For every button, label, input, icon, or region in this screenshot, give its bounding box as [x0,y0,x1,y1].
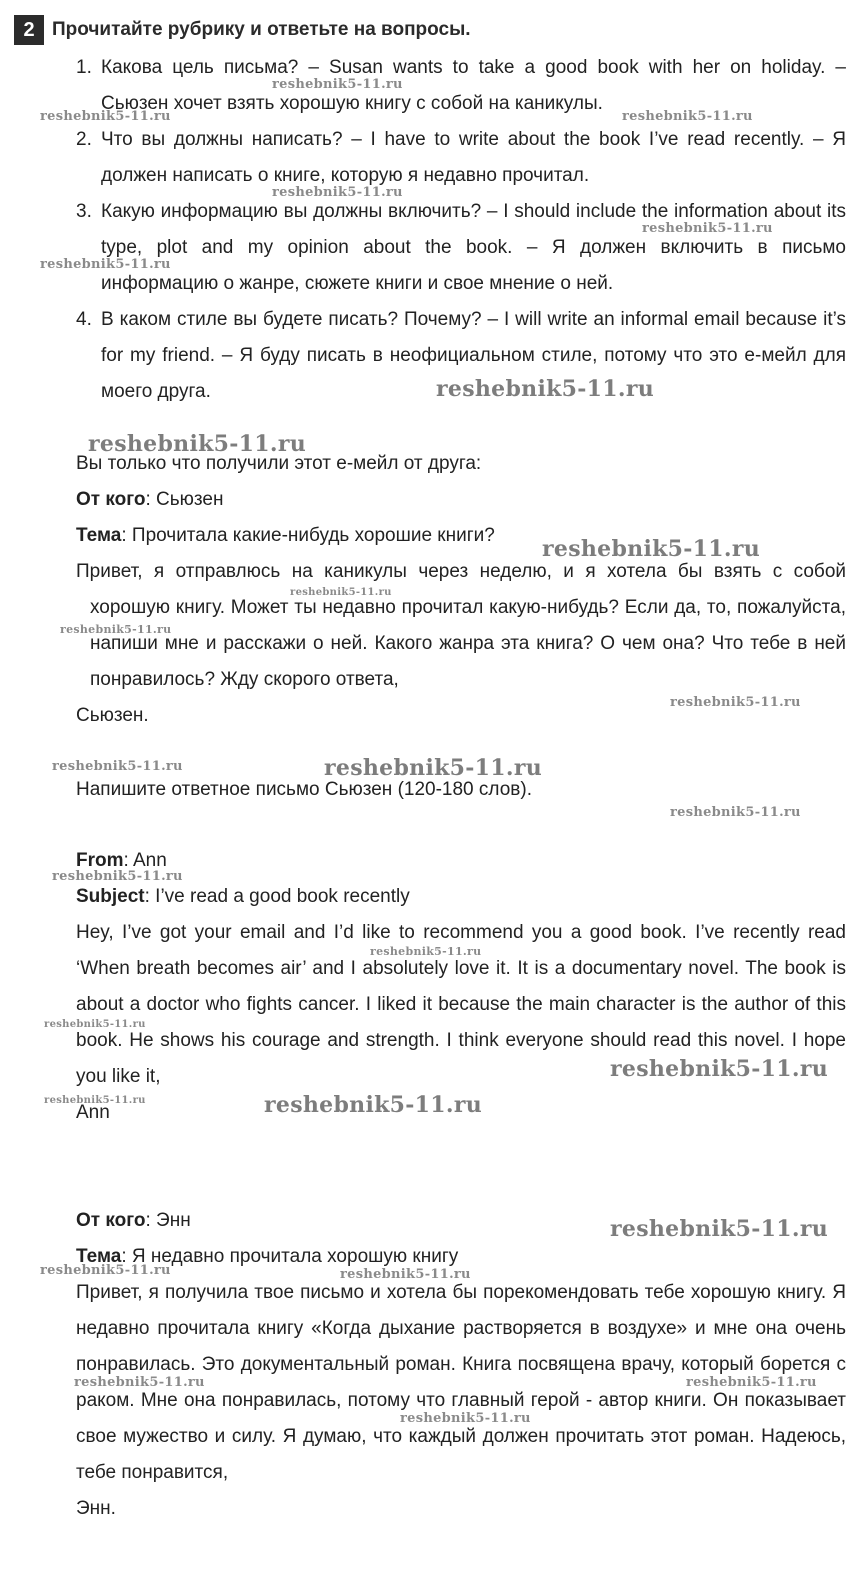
from-label: От кого [76,489,146,510]
question-number: 4. [76,309,92,330]
reply-signature: Ann [76,1102,110,1123]
watermark: reshebnik5-11.ru [436,376,655,402]
question-text: В каком стиле вы будете писать? Почему? – I will write an informal email because it’s for my friend. – Я буду писать в неофициальном стиле, потому что это е-мейл для моего друга. [101,309,846,402]
reply-subject [76,879,846,915]
watermark: reshebnik5-11.ru [60,623,172,636]
question-text: Что вы должны написать? – I have to write about the book I’ve read recently. – Я должен написать о книге, которую я недавно прочитал. [101,129,846,186]
subject-value: : I’ve read a good book recently [144,886,410,907]
watermark: reshebnik5-11.ru [40,1263,171,1278]
task-number-badge: 2 [14,15,44,45]
watermark: reshebnik5-11.ru [272,185,403,200]
subject-value: : Прочитала какие-нибудь хорошие книги? [121,525,495,546]
reply-body: Привет, я получила твое письмо и хотела бы порекомендовать тебе хорошую книгу. Я недавно прочитала книгу «Когда дыхание растворяется в воздухе» и мне она очень понравилась. Это документальный роман. Книга посвящена врачу, который борется с раком. Мне она понравилась, потому что главный герой - автор книги. Он показывает свое мужество и силу. Я думаю, что каждый должен прочитать этот роман. Надеюсь, тебе понравится, [76,1282,846,1483]
watermark: reshebnik5-11.ru [542,536,761,562]
watermark: reshebnik5-11.ru [670,805,801,820]
reply-signature: Энн. [76,1498,116,1519]
question-text: Какова цель письма? – Susan wants to take a good book with her on holiday. – Сьюзен хочет взять хорошую книгу с собой на каникулы. [101,57,846,114]
subject-label: Subject [76,886,145,907]
received-intro: Вы только что получили этот е-мейл от друга: [76,453,482,474]
question-item [76,194,846,302]
watermark: reshebnik5-11.ru [340,1267,471,1282]
subject-label: Тема [76,1246,122,1267]
watermark: reshebnik5-11.ru [88,431,307,457]
received-from [76,482,846,518]
task-header [14,14,471,46]
watermark: reshebnik5-11.ru [370,945,482,958]
question-text: Какую информацию вы должны включить? – I should include the information about its type, plot and my opinion about the book. – Я должен включить в письмо информацию о жанре, сюжете книги и свое мнение о ней. [101,201,846,294]
from-value: : Сьюзен [145,489,224,510]
received-body: Привет, я отправлюсь на каникулы через неделю, и я хотела бы взять с собой хорошую книгу. Может ты недавно прочитал какую-нибудь? Если да, то, пожалуйста, напиши мне и расскажи о ней. Какого жанра эта книга? О чем она? Что тебе в ней понравилось? Жду скорого ответа, [76,561,846,690]
watermark: reshebnik5-11.ru [44,1019,146,1030]
reply-english [76,843,846,1131]
from-value: : Энн [145,1210,191,1231]
subject-value: : Я недавно прочитала хорошую книгу [121,1246,459,1267]
question-number: 2. [76,129,92,150]
watermark: reshebnik5-11.ru [74,1375,205,1390]
task-title: Прочитайте рубрику и ответьте на вопросы. [52,19,471,40]
watermark: reshebnik5-11.ru [686,1375,817,1390]
watermark: reshebnik5-11.ru [290,587,392,598]
from-label: От кого [76,1210,146,1231]
watermark: reshebnik5-11.ru [400,1411,531,1426]
subject-label: Тема [76,525,122,546]
watermark: reshebnik5-11.ru [40,257,171,272]
watermark: reshebnik5-11.ru [52,759,183,774]
watermark: reshebnik5-11.ru [622,109,753,124]
instruction-text: Напишите ответное письмо Сьюзен (120-180 слов). [76,779,532,800]
received-email [76,446,846,734]
watermark: reshebnik5-11.ru [272,77,403,92]
from-label: From [76,850,124,871]
watermark: reshebnik5-11.ru [324,755,543,781]
watermark: reshebnik5-11.ru [44,1095,146,1106]
received-signature: Сьюзен. [76,705,149,726]
watermark: reshebnik5-11.ru [642,221,773,236]
reply-from [76,843,846,879]
question-item [76,122,846,194]
question-number: 1. [76,57,92,78]
watermark: reshebnik5-11.ru [40,109,171,124]
watermark: reshebnik5-11.ru [264,1092,483,1118]
from-value: : Ann [123,850,167,871]
watermark: reshebnik5-11.ru [670,695,801,710]
watermark: reshebnik5-11.ru [610,1056,829,1082]
watermark: reshebnik5-11.ru [610,1216,829,1242]
reply-body: Hey, I’ve got your email and I’d like to recommend you a good book. I’ve recently read ‘When breath becomes air’ and I absolutely love it. It is a documentary novel. The book is about a doctor who fights cancer. I liked it because the main character is the author of this book. He shows his courage and strength. I think everyone should read this novel. I hope you like it, [76,922,846,1087]
watermark: reshebnik5-11.ru [52,869,183,884]
question-number: 3. [76,201,92,222]
reply-russian [76,1203,846,1527]
